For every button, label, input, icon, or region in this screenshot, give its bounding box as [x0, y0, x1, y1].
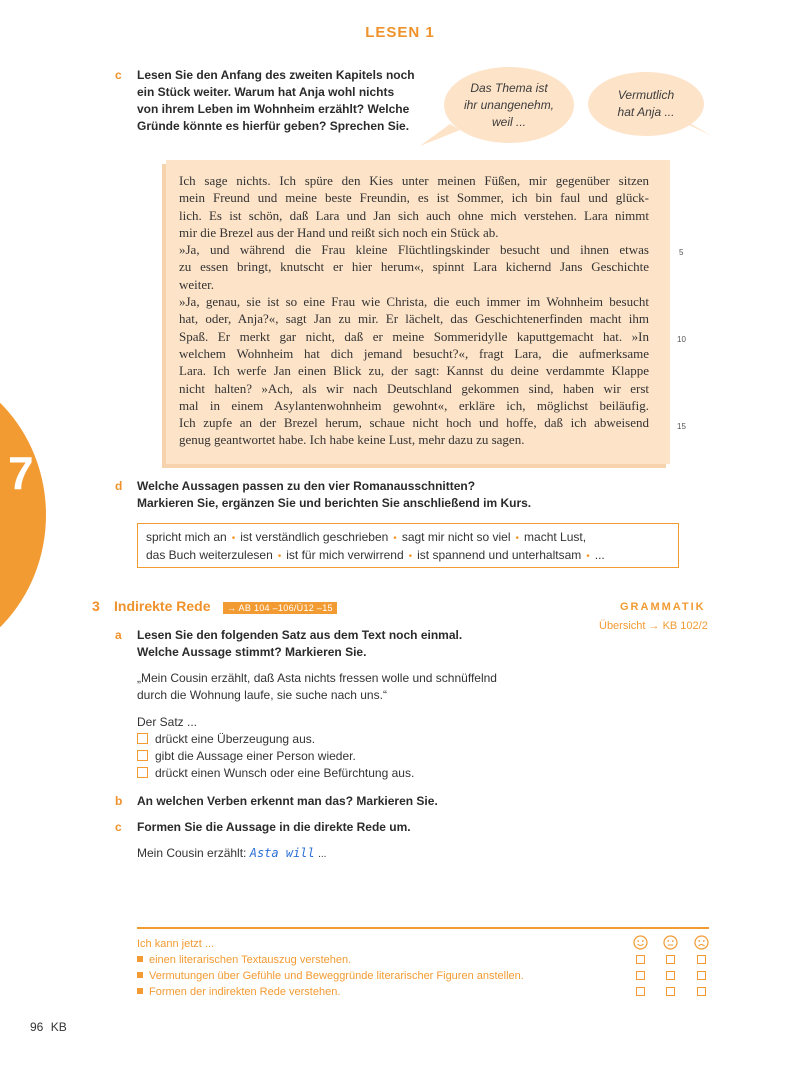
text-line: mein Freund und meine beste Freundin, es ist Sommer, ich bin faul und glück-	[179, 190, 649, 206]
bubble-1-line: weil ...	[491, 114, 526, 129]
text-line: lich. Es ist schön, daß Lara und Jan sich auch ohne mich verstehen. Lara nimmt	[179, 207, 649, 223]
happy-face-icon	[633, 935, 648, 950]
line-number-5: 5	[679, 248, 684, 257]
line-number-10: 10	[677, 335, 686, 344]
task-c-line: ein Stück weiter. Warum hat Anja wohl nichts	[137, 85, 395, 99]
handwritten-answer: Asta will	[249, 846, 315, 860]
text-line: weiter.	[179, 276, 215, 292]
task-c-letter: c	[115, 68, 122, 82]
phrase: sagt mir nicht so viel	[401, 530, 511, 544]
task-3b-letter: b	[115, 794, 123, 808]
text-line: genug geantwortet habe. Ich habe keine Lust, mehr dazu zu sagen.	[179, 432, 525, 448]
task-c-line: von ihrem Leben im Wohnheim erzählt? Welche	[137, 102, 410, 116]
text-line: Ich sage nichts. Ich spüre den Kies unter meinen Füßen, mir gegenüber sitzen	[179, 173, 649, 188]
can-do-item	[137, 968, 607, 984]
text-line: Lara. Ich werfe Jan einen Blick zu, der sagt: Kannst du deine verdammte Klappe	[179, 363, 649, 379]
square-bullet-icon	[137, 972, 143, 978]
phrase: macht Lust,	[524, 530, 587, 544]
task-c-line: Lesen Sie den Anfang des zweiten Kapitels noch	[137, 68, 415, 82]
satz-intro: Der Satz ...	[137, 715, 198, 729]
answer-ellipsis: ...	[318, 849, 327, 860]
bullet-icon: •	[408, 551, 413, 562]
speech-bubble-2	[588, 72, 704, 136]
bubble-tail-1	[420, 124, 460, 148]
task-3c-letter: c	[115, 820, 122, 834]
rating-checkbox[interactable]	[636, 971, 645, 980]
rating-checkbox[interactable]	[697, 971, 706, 980]
can-do-item	[137, 952, 607, 968]
text-line: hat, oder, Anja?«, sagt Jan zu mir. Er lächelt, das Geschichtenerfinden macht ihm	[179, 311, 649, 327]
task-d-line: Welche Aussagen passen zu den vier Romanausschnitten?	[137, 479, 476, 493]
checkbox[interactable]	[137, 750, 148, 761]
page-footer	[30, 1020, 67, 1034]
answer-prefix: Mein Cousin erzählt:	[137, 846, 247, 860]
bullet-icon: •	[586, 551, 590, 562]
quote-line: durch die Wohnung laufe, sie suche nach uns.“	[137, 688, 387, 702]
text-line: nicht halten? »Ach, als wir nach Deutschland gekommen sind, haben wir erst	[179, 380, 649, 396]
section-title: Indirekte Rede	[114, 598, 211, 614]
text-line: zu essen bringt, knutscht er hier herum«, spinnt Lara kichernd Jans Geschichte	[179, 259, 649, 275]
workbook-reference: → AB 104 –106/Ü12 –15	[223, 602, 337, 614]
can-do-label: einen literarischen Textauszug verstehen.	[149, 954, 352, 966]
task-3b-instruction: An welchen Verben erkennt man das? Markieren Sie.	[137, 794, 438, 808]
page-number: 96	[30, 1020, 44, 1034]
page-title: LESEN 1	[365, 24, 435, 41]
bubble-2-line: Vermutlich	[617, 88, 675, 102]
task-d-letter: d	[115, 479, 123, 493]
text-line: welchem Wohnheim hat dich jemand besucht?«, fragt Lara, die aufmerksame	[179, 345, 649, 361]
phrase-box	[137, 523, 679, 568]
phrase: ...	[594, 548, 605, 562]
divider	[137, 927, 709, 929]
can-do-item	[137, 984, 607, 1000]
can-do-list	[137, 952, 607, 1000]
checkbox[interactable]	[137, 767, 148, 778]
phrase: ist verständlich geschrieben	[240, 530, 389, 544]
chapter-marker	[0, 360, 46, 670]
task-3c-instruction: Formen Sie die Aussage in die direkte Rede um.	[137, 820, 411, 834]
section-number: 3	[92, 598, 100, 614]
checkbox[interactable]	[137, 733, 148, 744]
can-do-label: Formen der indirekten Rede verstehen.	[149, 986, 341, 998]
bubble-2-line: hat Anja ...	[617, 105, 675, 119]
text-line: Ich zupfe an der Brezel herum, schaue nicht hoch und hoffe, daß ich abweisend	[179, 415, 649, 431]
answer-line	[137, 845, 326, 863]
task-d-line: Markieren Sie, ergänzen Sie und berichten Sie anschließend im Kurs.	[137, 496, 532, 510]
task-3a-line: Welche Aussage stimmt? Markieren Sie.	[137, 645, 367, 659]
text-line: »Ja, und während die Frau kleine Flüchtlingskinder besucht und ihnen etwas	[179, 242, 649, 258]
quote-line: „Mein Cousin erzählt, daß Asta nichts fressen wolle und schnüffelnd	[137, 671, 497, 685]
option-3	[137, 765, 537, 782]
task-3a-line: Lesen Sie den folgenden Satz aus dem Text noch einmal.	[137, 628, 463, 642]
text-line: »Ja, genau, sie ist so eine Frau wie Christa, die euch immer im Wohnheim besucht	[179, 294, 649, 310]
phrase-row-1	[146, 529, 670, 547]
task-c-instruction	[137, 67, 437, 135]
task-d-instruction	[137, 478, 657, 512]
rating-checkbox[interactable]	[697, 987, 706, 996]
rating-checkbox[interactable]	[666, 955, 675, 964]
phrase: ist für mich verwirrend	[286, 548, 404, 562]
rating-checkbox[interactable]	[636, 955, 645, 964]
phrase: das Buch weiterzulesen	[146, 548, 273, 562]
can-do-label: Vermutungen über Gefühle und Beweggründe literarischer Figuren anstellen.	[149, 970, 524, 982]
text-line: mal in einem Asylantenwohnheim gewohnt«, erkläre ich, möglichst beiläufig.	[179, 397, 649, 413]
phrase-row-2	[146, 547, 670, 565]
phrase: spricht mich an	[146, 530, 227, 544]
bullet-icon: •	[393, 533, 397, 544]
bubble-1-line: ihr unangenehm,	[463, 97, 555, 112]
option-1	[137, 731, 537, 748]
grammar-overview-link[interactable]: Übersicht → KB 102/2	[599, 620, 708, 632]
options-list	[137, 731, 537, 782]
rating-checkbox[interactable]	[666, 971, 675, 980]
reading-text	[179, 172, 649, 449]
neutral-face-icon	[663, 935, 678, 950]
chapter-number: 7	[8, 447, 34, 499]
bullet-icon: •	[277, 551, 282, 562]
bullet-icon: •	[231, 533, 236, 544]
square-bullet-icon	[137, 956, 143, 962]
task-3a-letter: a	[115, 628, 122, 642]
rating-checkbox[interactable]	[636, 987, 645, 996]
can-do-heading: Ich kann jetzt ...	[137, 938, 215, 950]
task-c-line: Gründe könnte es hierfür geben? Sprechen Sie.	[137, 119, 410, 133]
rating-checkbox[interactable]	[697, 955, 706, 964]
grammar-label: GRAMMATIK	[620, 601, 706, 613]
bullet-icon: •	[515, 533, 520, 544]
option-label: drückt einen Wunsch oder eine Befürchtung aus.	[155, 766, 415, 780]
section-heading	[114, 598, 337, 616]
line-number-15: 15	[677, 422, 686, 431]
option-label: gibt die Aussage einer Person wieder.	[155, 749, 356, 763]
option-2	[137, 748, 537, 765]
phrase: ist spannend und unterhaltsam	[417, 548, 582, 562]
quote	[137, 670, 557, 704]
book-label: KB	[50, 1020, 67, 1034]
sad-face-icon	[694, 935, 709, 950]
rating-checkbox[interactable]	[666, 987, 675, 996]
option-label: drückt eine Überzeugung aus.	[155, 732, 316, 746]
text-line: mir die Brezel aus der Hand und reißt sich noch ein Stück ab.	[179, 224, 499, 240]
square-bullet-icon	[137, 988, 143, 994]
task-3a-instruction	[137, 627, 537, 661]
bubble-1-line: Das Thema ist	[470, 80, 548, 95]
speech-bubble-1	[444, 67, 574, 143]
text-line: Spaß. Er merkt gar nicht, daß er meine Sommeridylle kaputtgemacht hat. »In	[179, 328, 649, 344]
